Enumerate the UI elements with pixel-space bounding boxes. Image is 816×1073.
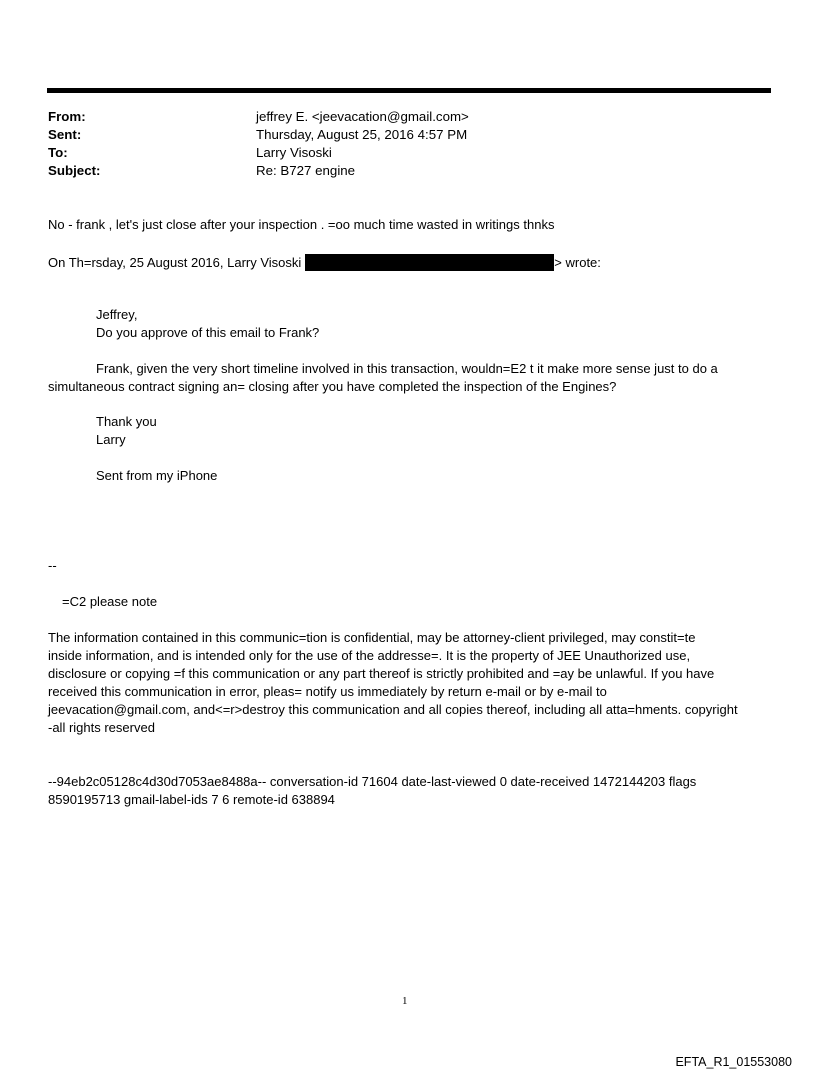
sent-row [48, 126, 768, 144]
metadata-line2: 8590195713 gmail-label-ids 7 6 remote-id 638894 [48, 792, 335, 807]
to-value: Larry Visoski [256, 145, 332, 160]
quoted-paragraph-line1: Frank, given the very short timeline involved in this transaction, wouldn=E2 t it make more sense just to do a [96, 361, 718, 376]
quote-intro-suffix: > wrote: [554, 255, 601, 270]
disclaimer-line: inside information, and is intended only for the use of the addresse=. It is the property of JEE Unauthorized use, [48, 648, 691, 663]
disclaimer-line: received this communication in error, pleas= notify us immediately by return e-mail or by e-mail to [48, 684, 607, 699]
from-row [48, 108, 768, 126]
sent-value: Thursday, August 25, 2016 4:57 PM [256, 127, 468, 142]
note-heading: =C2 please note [62, 594, 158, 609]
header-rule [47, 88, 771, 93]
quoted-signature: Larry [96, 432, 126, 447]
quoted-sent-from: Sent from my iPhone [96, 468, 218, 483]
quoted-thanks: Thank you [96, 414, 157, 429]
reply-line: No - frank , let's just close after your inspection . =oo much time wasted in writings thnks [48, 217, 555, 232]
subject-label: Subject: [48, 163, 101, 178]
metadata-line1: --94eb2c05128c4d30d7053ae8488a-- conversation-id 71604 date-last-viewed 0 date-received 1472144203 flags [48, 774, 697, 789]
quoted-greeting: Jeffrey, [96, 307, 138, 322]
disclaimer-line: The information contained in this communic=tion is confidential, may be attorney-client privileged, may constit=te [48, 630, 696, 645]
page-number: 1 [402, 995, 408, 1007]
redaction-block [305, 254, 554, 271]
subject-row [48, 162, 768, 180]
footer-separator: -- [48, 558, 57, 573]
email-header [48, 108, 768, 180]
disclaimer-line: -all rights reserved [48, 720, 155, 735]
sent-label: Sent: [48, 127, 82, 142]
subject-value: Re: B727 engine [256, 163, 356, 178]
quote-intro-prefix: On Th=rsday, 25 August 2016, Larry Visoski [48, 255, 302, 270]
disclaimer-line: jeevacation@gmail.com, and<=r>destroy this communication and all copies thereof, including all atta=hments. copyright [48, 702, 738, 717]
from-value: jeffrey E. <jeevacation@gmail.com> [256, 109, 469, 124]
to-row [48, 144, 768, 162]
disclaimer-line: disclosure or copying =f this communication or any part thereof is strictly prohibited and =ay be unlawful. If you have [48, 666, 715, 681]
quote-intro [48, 254, 601, 272]
quoted-paragraph-line2: simultaneous contract signing an= closing after you have completed the inspection of the Engines? [48, 379, 617, 394]
document-id: EFTA_R1_01553080 [675, 1055, 792, 1069]
to-label: To: [48, 145, 68, 160]
from-label: From: [48, 109, 86, 124]
quoted-question: Do you approve of this email to Frank? [96, 325, 320, 340]
